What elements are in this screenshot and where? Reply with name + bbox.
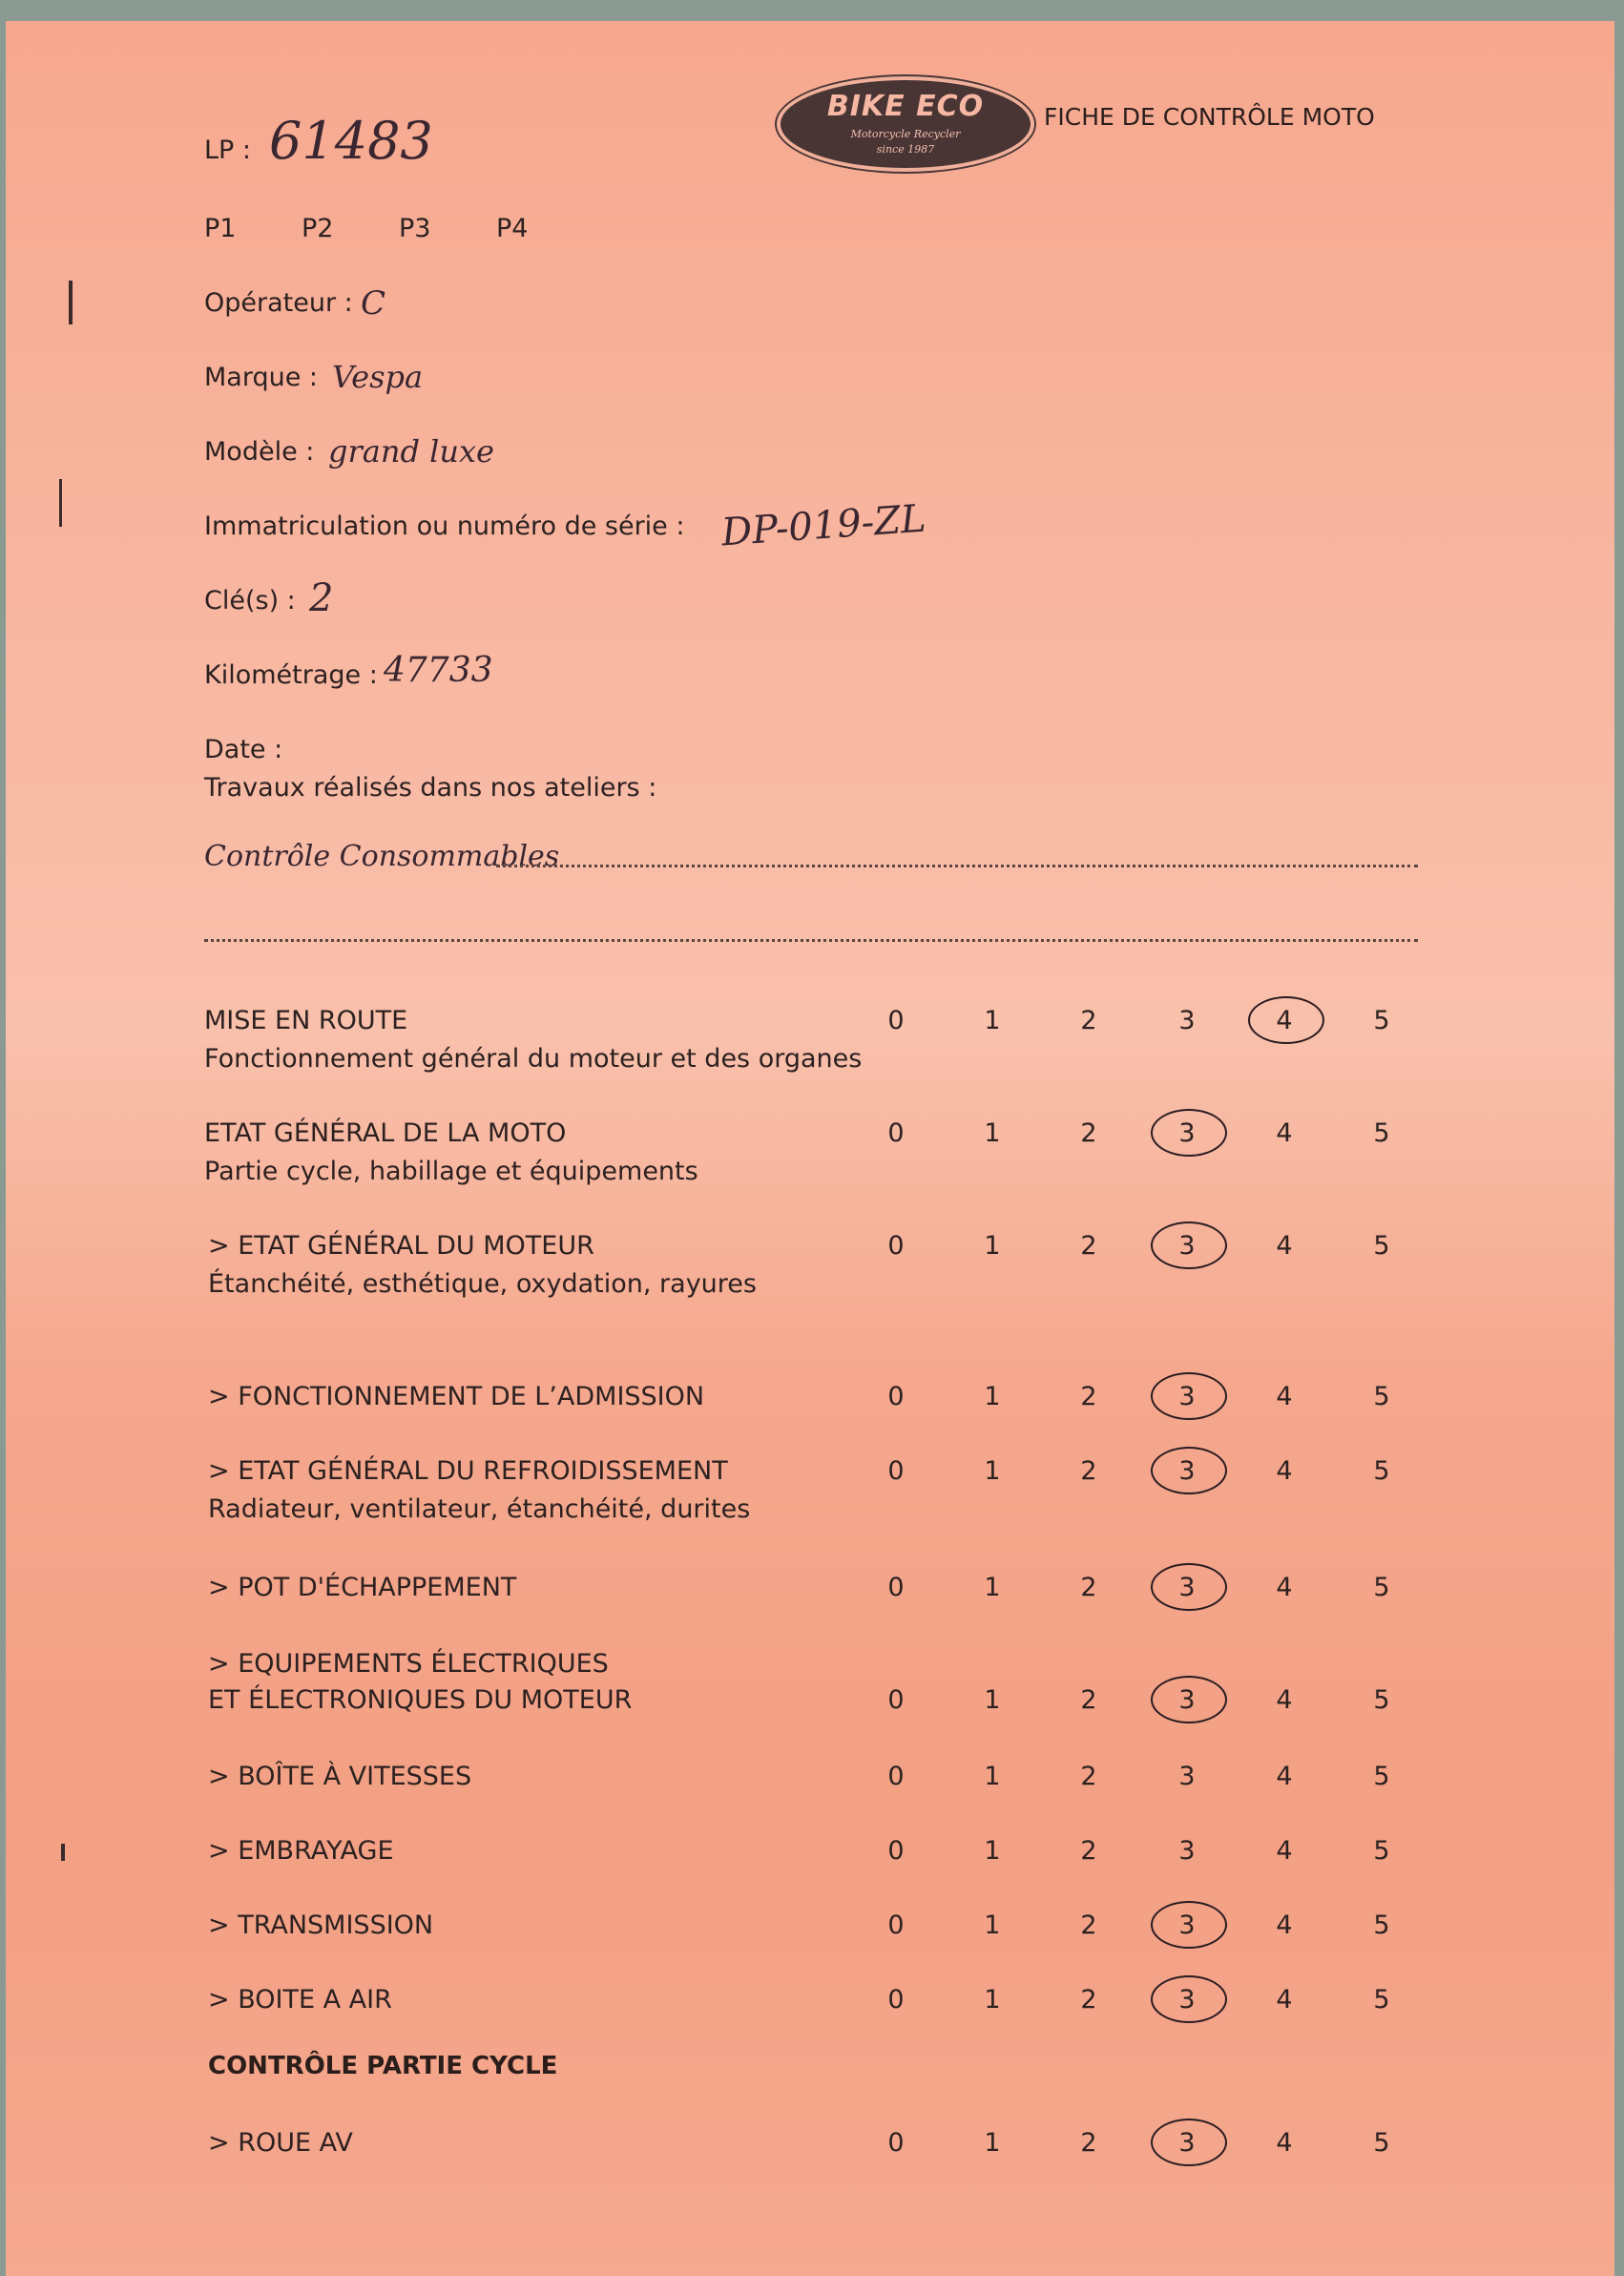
item-title: > BOITE A AIR [208,1985,392,2015]
item-title: > ETAT GÉNÉRAL DU MOTEUR [208,1231,594,1261]
score-option[interactable]: 1 [984,1573,1001,1602]
lp-value: 61483 [269,111,433,171]
score-option[interactable]: 0 [887,1911,905,1940]
score-circle [1151,1901,1227,1949]
date-label: Date : [204,735,283,764]
score-option[interactable]: 2 [1080,1118,1097,1148]
score-circle [1151,1372,1227,1420]
score-option[interactable]: 5 [1373,1911,1390,1940]
score-option[interactable]: 4 [1276,1382,1293,1411]
dotted-line [496,865,1418,867]
score-option[interactable]: 1 [984,1911,1001,1940]
score-option[interactable]: 1 [984,2128,1001,2158]
score-circle [1151,1676,1227,1723]
score-option[interactable]: 1 [984,1456,1001,1486]
score-circle [1151,1109,1227,1157]
score-option[interactable]: 2 [1080,1573,1097,1602]
score-option[interactable]: 2 [1080,1836,1097,1866]
score-option[interactable]: 2 [1080,1382,1097,1411]
score-option[interactable]: 4 [1276,1985,1293,2015]
position-p1: P1 [204,214,237,243]
bike-eco-logo [781,80,1031,168]
score-option[interactable]: 1 [984,1382,1001,1411]
item-subtitle: ET ÉLECTRONIQUES DU MOTEUR [208,1685,633,1715]
item-title: > EMBRAYAGE [208,1836,394,1866]
score-option[interactable]: 2 [1080,1911,1097,1940]
score-option[interactable]: 4 [1276,1685,1293,1715]
immat-label: Immatriculation ou numéro de série : [204,512,685,541]
score-option[interactable]: 5 [1373,1762,1390,1791]
score-option[interactable]: 2 [1080,1762,1097,1791]
position-p2: P2 [302,214,334,243]
item-title: > ETAT GÉNÉRAL DU REFROIDISSEMENT [208,1456,728,1486]
score-option[interactable]: 1 [984,1006,1001,1035]
logo-since: since 1987 [876,143,935,156]
item-title: MISE EN ROUTE [204,1006,408,1035]
cles-value: 2 [309,576,334,620]
score-option[interactable]: 0 [887,2128,905,2158]
km-value: 47733 [384,651,493,690]
score-circle [1151,1975,1227,2023]
form-sheet [6,21,1614,2276]
score-option[interactable]: 4 [1276,1456,1293,1486]
score-option[interactable]: 3 [1178,1573,1196,1602]
score-option[interactable]: 4 [1276,1006,1293,1035]
score-option[interactable]: 5 [1373,1573,1390,1602]
score-option[interactable]: 0 [887,1836,905,1866]
score-option[interactable]: 3 [1178,1836,1196,1866]
margin-mark [59,479,62,527]
score-option[interactable]: 4 [1276,1836,1293,1866]
score-option[interactable]: 5 [1373,1456,1390,1486]
score-option[interactable]: 1 [984,1231,1001,1261]
score-option[interactable]: 0 [887,1762,905,1791]
km-label: Kilométrage : [204,660,378,690]
logo-subtext: Motorcycle Recycler [850,128,961,140]
score-option[interactable]: 5 [1373,1118,1390,1148]
score-option[interactable]: 3 [1178,1231,1196,1261]
modele-label: Modèle : [204,437,315,467]
cles-label: Clé(s) : [204,586,296,616]
lp-label: LP : [204,136,252,165]
score-option[interactable]: 4 [1276,1573,1293,1602]
score-option[interactable]: 5 [1373,1006,1390,1035]
item-title: > POT D'ÉCHAPPEMENT [208,1573,517,1602]
score-option[interactable]: 3 [1178,1985,1196,2015]
item-title: > BOÎTE À VITESSES [208,1762,472,1791]
score-option[interactable]: 3 [1178,1911,1196,1940]
score-option[interactable]: 3 [1178,1456,1196,1486]
score-option[interactable]: 1 [984,1836,1001,1866]
position-p3: P3 [399,214,431,243]
score-option[interactable]: 0 [887,1573,905,1602]
marque-label: Marque : [204,363,319,392]
score-option[interactable]: 2 [1080,1456,1097,1486]
score-option[interactable]: 3 [1178,1382,1196,1411]
modele-value: grand luxe [328,433,494,470]
score-option[interactable]: 0 [887,1006,905,1035]
logo-text: BIKE ECO [826,90,985,123]
travaux-value: Contrôle Consommables [204,840,560,873]
score-circle [1151,1222,1227,1269]
score-option[interactable]: 1 [984,1685,1001,1715]
score-option[interactable]: 2 [1080,2128,1097,2158]
operateur-label: Opérateur : [204,288,353,318]
score-option[interactable]: 2 [1080,1006,1097,1035]
item-subtitle: Étanchéité, esthétique, oxydation, rayures [208,1269,757,1299]
score-option[interactable]: 3 [1178,1762,1196,1791]
score-option[interactable]: 4 [1276,2128,1293,2158]
score-option[interactable]: 2 [1080,1985,1097,2015]
score-option[interactable]: 4 [1276,1231,1293,1261]
score-option[interactable]: 0 [887,1685,905,1715]
dotted-line [204,939,1418,942]
score-option[interactable]: 5 [1373,1985,1390,2015]
score-option[interactable]: 5 [1373,1685,1390,1715]
score-circle [1151,2119,1227,2166]
item-subtitle: Partie cycle, habillage et équipements [204,1157,698,1186]
margin-mark [61,1844,65,1861]
score-option[interactable]: 0 [887,1382,905,1411]
score-option[interactable]: 4 [1276,1762,1293,1791]
score-option[interactable]: 3 [1178,1685,1196,1715]
marque-value: Vespa [332,359,424,395]
item-title: > EQUIPEMENTS ÉLECTRIQUES [208,1649,609,1679]
score-option[interactable]: 0 [887,1456,905,1486]
score-option[interactable]: 5 [1373,1382,1390,1411]
score-option[interactable]: 4 [1276,1911,1293,1940]
immat-value: DP-019-ZL [719,496,927,555]
score-option[interactable]: 1 [984,1118,1001,1148]
item-subtitle: Radiateur, ventilateur, étanchéité, durites [208,1494,751,1524]
score-option[interactable]: 2 [1080,1685,1097,1715]
operateur-value: C [361,284,386,323]
score-option[interactable]: 0 [887,1118,905,1148]
travaux-label: Travaux réalisés dans nos ateliers : [204,773,657,803]
score-option[interactable]: 5 [1373,2128,1390,2158]
form-title: FICHE DE CONTRÔLE MOTO [1044,103,1375,131]
margin-mark [69,281,73,324]
score-option[interactable]: 1 [984,1985,1001,2015]
score-option[interactable]: 1 [984,1762,1001,1791]
score-option[interactable]: 0 [887,1985,905,2015]
score-option[interactable]: 3 [1178,1006,1196,1035]
section-cycle-title: CONTRÔLE PARTIE CYCLE [208,2052,558,2080]
item-subtitle: Fonctionnement général du moteur et des organes [204,1044,863,1074]
score-option[interactable]: 5 [1373,1231,1390,1261]
item-title: > ROUE AV [208,2128,353,2158]
score-option[interactable]: 3 [1178,2128,1196,2158]
score-circle [1151,1447,1227,1494]
score-circle [1151,1563,1227,1611]
score-option[interactable]: 5 [1373,1836,1390,1866]
score-option[interactable]: 4 [1276,1118,1293,1148]
item-title: > TRANSMISSION [208,1911,434,1940]
score-option[interactable]: 2 [1080,1231,1097,1261]
item-title: > FONCTIONNEMENT DE L’ADMISSION [208,1382,705,1411]
position-p4: P4 [496,214,529,243]
score-option[interactable]: 3 [1178,1118,1196,1148]
score-circle [1248,996,1324,1044]
item-title: ETAT GÉNÉRAL DE LA MOTO [204,1118,567,1148]
score-option[interactable]: 0 [887,1231,905,1261]
